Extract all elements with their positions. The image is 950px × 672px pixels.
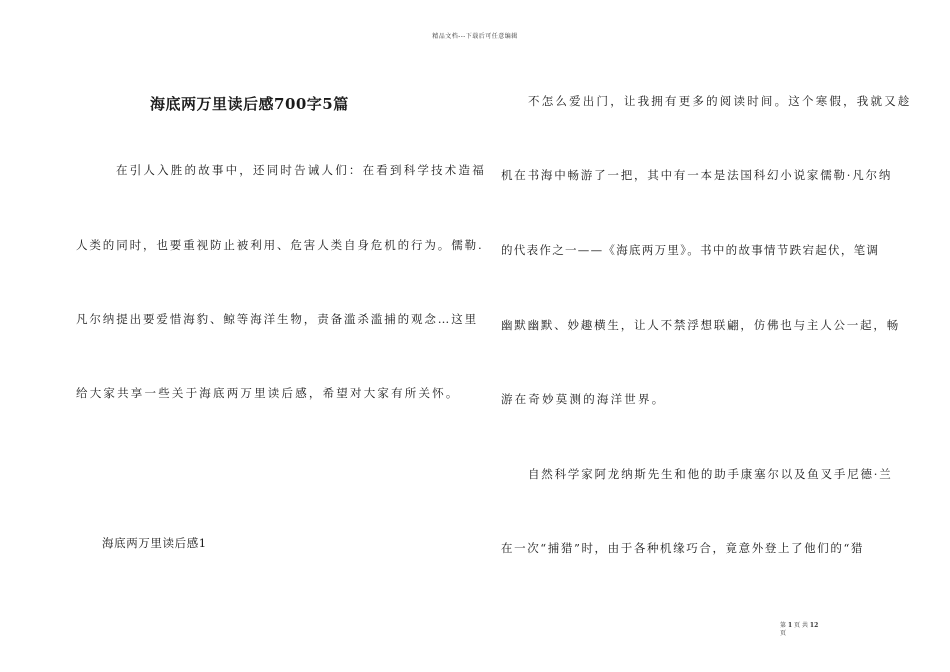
- page-label-mid: 页 共: [794, 622, 808, 629]
- paragraph-line: 人类的同时，也要重视防止被利用、危害人类自身危机的行为。儒勒.: [76, 238, 484, 252]
- paragraph-line: 自然科学家阿龙纳斯先生和他的助手康塞尔以及鱼叉手尼德·兰: [528, 467, 893, 481]
- total-pages: 12: [809, 622, 819, 629]
- paragraph-line: 机在书海中畅游了一把，其中有一本是法国科幻小说家儒勒·凡尔纳: [501, 168, 893, 182]
- paragraph-line: 凡尔纳提出要爱惜海豹、鲸等海洋生物，责备滥杀滥捕的观念…这里: [76, 312, 478, 326]
- paragraph-line: 不怎么爱出门，让我拥有更多的阅读时间。这个寒假，我就又趁: [528, 94, 912, 108]
- paragraph-line: 幽默幽默、妙趣横生，让人不禁浮想联翩，仿佛也与主人公一起，畅: [501, 318, 900, 332]
- current-page: 1: [787, 622, 793, 629]
- page-label-post: 页: [780, 630, 787, 637]
- page-number: [780, 622, 818, 638]
- paragraph-line: 在一次“捕猎”时，由于各种机缘巧合，竟意外登上了他们的“猎: [501, 541, 865, 555]
- paragraph-line: 的代表作之一——《海底两万里》。书中的故事情节跌宕起伏，笔调: [501, 243, 880, 257]
- page-label-pre: 第: [780, 622, 787, 629]
- paragraph-line: 给大家共享一些关于海底两万里读后感，希望对大家有所关怀。: [76, 386, 460, 400]
- paragraph-line: 游在奇妙莫测的海洋世界。: [501, 392, 666, 406]
- section-heading: 海底两万里读后感1: [102, 536, 207, 550]
- paragraph-line: 在引人入胜的故事中，还同时告诫人们：在看到科学技术造福: [116, 163, 486, 177]
- header-note: 精品文档---下载后可任意编辑: [432, 33, 518, 40]
- document-title: 海底两万里读后感700字5篇: [150, 95, 349, 113]
